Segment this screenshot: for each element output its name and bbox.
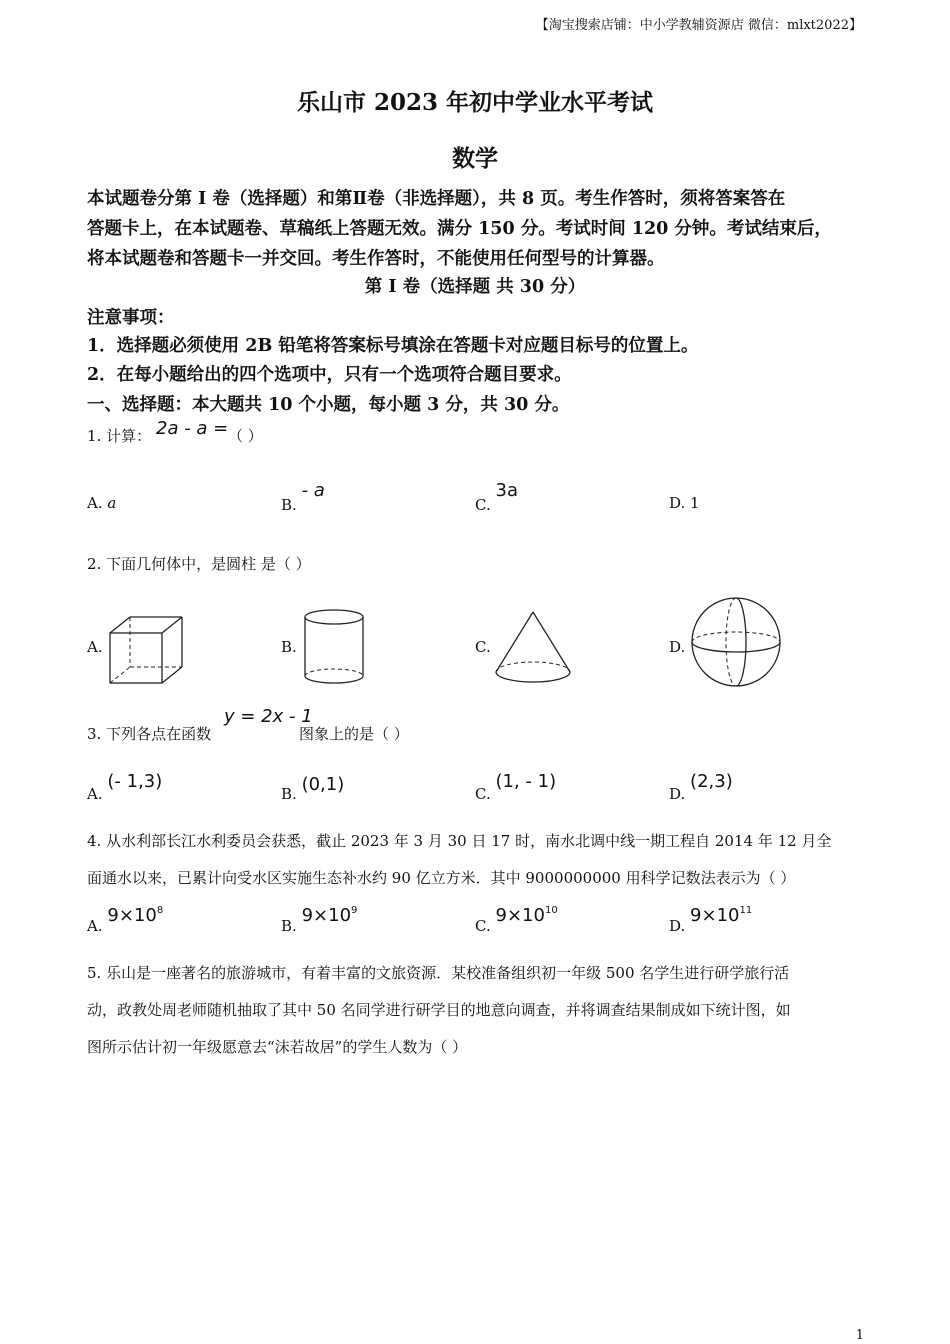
cube-figure <box>108 615 184 687</box>
option-value: 1 <box>690 494 700 512</box>
q2-option-b-label: B. <box>281 638 297 656</box>
notice-title: 注意事项： <box>87 308 175 328</box>
notice-item-1: 1．选择题必须使用 2B 铅笔将答案标号填涂在答题卡对应题目标号的位置上。 <box>87 336 699 356</box>
q3-stem-pre: 3. 下列各点在函数 <box>87 725 212 743</box>
q2-option-d-label: D. <box>669 638 686 656</box>
exam-title: 乐山市 2023 年初中学业水平考试 <box>296 89 654 116</box>
q4-line-2: 面通水以来，已累计向受水区实施生态补水约 90 亿立方米．其中 9000000000 用科学记数法表示为（ ） <box>87 869 796 887</box>
q3-option-b[interactable] <box>281 774 345 804</box>
q4-option-a[interactable] <box>87 905 164 936</box>
option-label: C. <box>475 496 491 514</box>
option-label: C. <box>475 917 491 935</box>
header-note: 【淘宝搜索店铺：中小学教辅资源店 微信：mlxt2022】 <box>535 18 862 33</box>
option-label: A. <box>87 785 103 803</box>
q1-option-a[interactable] <box>87 494 116 512</box>
cone-figure <box>494 610 572 686</box>
part1-title: 第 I 卷（选择题 共 30 分） <box>364 277 586 297</box>
q4-option-c[interactable] <box>475 905 558 936</box>
sphere-figure <box>690 596 782 688</box>
option-label: B. <box>281 917 297 935</box>
intro-line-2: 答题卡上，在本试题卷、草稿纸上答题无效。满分 150 分。考试时间 120 分钟。考试结束后， <box>87 219 832 239</box>
q3-option-a[interactable] <box>87 771 163 804</box>
option-label: C. <box>475 785 491 803</box>
subject-title: 数学 <box>452 145 498 172</box>
section-1-heading: 一、选择题：本大题共 10 个小题，每小题 3 分，共 30 分。 <box>87 395 570 415</box>
q4-line-1: 4. 从水利部长江水利委员会获悉，截止 2023 年 3 月 30 日 17 时，南水北调中线一期工程自 2014 年 12 月全 <box>87 832 832 850</box>
q2-option-c-label: C. <box>475 638 491 656</box>
q5-line-3: 图所示估计初一年级愿意去“沫若故居”的学生人数为（ ） <box>87 1038 468 1056</box>
option-value: a <box>107 494 117 512</box>
option-value: $9\times 10^8$ <box>107 905 164 926</box>
q4-option-d[interactable] <box>669 905 753 936</box>
option-value: (- 1,3) <box>107 771 163 792</box>
option-label: D. <box>669 917 686 935</box>
option-value: - a <box>301 480 325 501</box>
option-value: (0,1) <box>301 774 345 795</box>
option-value: (1, - 1) <box>495 771 557 792</box>
q1-option-d[interactable] <box>669 494 700 512</box>
option-value: $9\times 10^{11}$ <box>690 905 753 926</box>
notice-item-2: 2．在每小题给出的四个选项中，只有一个选项符合题目要求。 <box>87 365 572 385</box>
option-label: A. <box>87 494 103 512</box>
option-label: D. <box>669 785 686 803</box>
q5-line-1: 5. 乐山是一座著名的旅游城市，有着丰富的文旅资源．某校准备组织初一年级 500 名学生进行研学旅行活 <box>87 964 790 982</box>
q3-option-d[interactable] <box>669 771 733 804</box>
option-label: B. <box>281 785 297 803</box>
q1-paren: （ ） <box>228 427 263 445</box>
q3-option-c[interactable] <box>475 771 557 804</box>
option-value: 3a <box>495 480 518 501</box>
option-label: A. <box>87 917 103 935</box>
option-value: $9\times 10^9$ <box>301 905 358 926</box>
intro-line-1: 本试题卷分第 I 卷（选择题）和第Ⅱ卷（非选择题），共 8 页。考生作答时，须将答案答在 <box>87 189 786 209</box>
q1-expression: 2a - a = <box>156 418 229 439</box>
option-label: D. <box>669 494 686 512</box>
option-value: $9\times 10^{10}$ <box>495 905 558 926</box>
q4-option-b[interactable] <box>281 905 358 936</box>
page-number: 1 <box>855 1328 864 1343</box>
option-value: (2,3) <box>690 771 733 792</box>
q1-option-b[interactable] <box>281 480 325 515</box>
q5-line-2: 动，政教处周老师随机抽取了其中 50 名同学进行研学目的地意向调查，并将调查结果制成如下统计图，如 <box>87 1001 791 1019</box>
cylinder-figure <box>303 608 365 688</box>
q3-stem-post: 图象上的是（ ） <box>299 725 409 743</box>
q2-stem: 2. 下面几何体中，是圆柱 是（ ） <box>87 555 311 573</box>
q1-option-c[interactable] <box>475 480 518 515</box>
q2-option-a-label: A. <box>87 638 103 656</box>
option-label: B. <box>281 496 297 514</box>
q3-function: y = 2x - 1 <box>224 706 313 727</box>
q1-stem: 1. 计算： <box>87 427 152 445</box>
intro-line-3: 将本试题卷和答题卡一并交回。考生作答时，不能使用任何型号的计算器。 <box>87 249 665 269</box>
